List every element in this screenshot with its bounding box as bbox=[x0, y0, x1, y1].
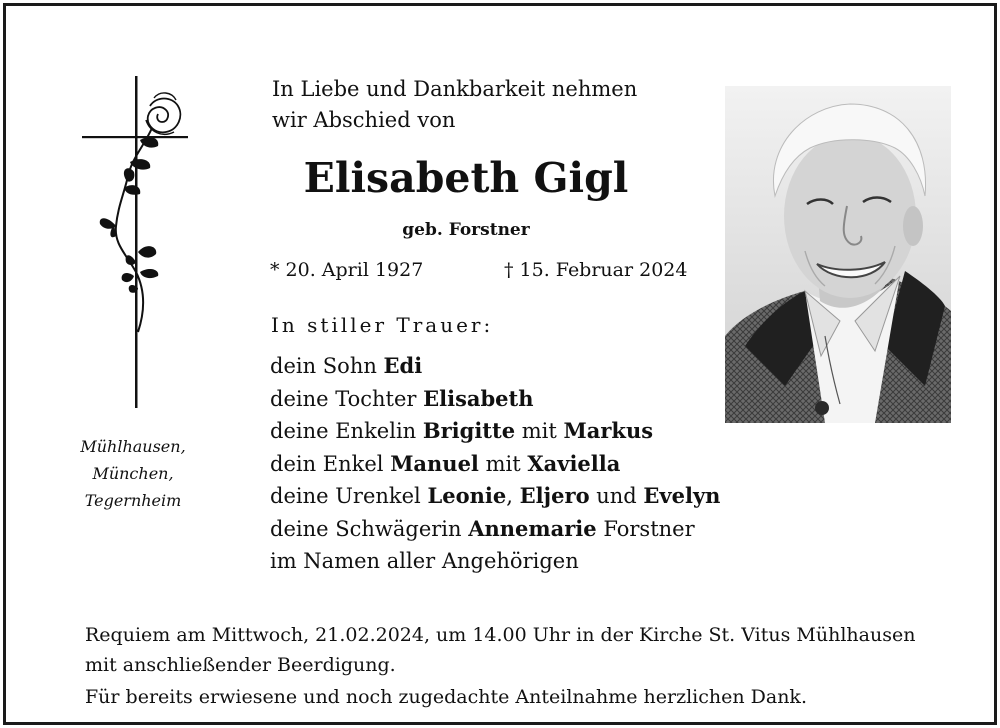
places-list bbox=[68, 433, 198, 514]
relative-row: dein Sohn Edi bbox=[270, 353, 423, 378]
requiem-info bbox=[85, 620, 915, 680]
requiem-line-1: Requiem am Mittwoch, 21.02.2024, um 14.00 Uhr in der Kirche St. Vitus Mühlhausen bbox=[85, 624, 916, 646]
relative-row: deine Schwägerin Annemarie Forstner bbox=[270, 515, 695, 541]
intro-text bbox=[272, 74, 637, 136]
cross-with-rose-icon bbox=[80, 76, 190, 412]
relative-row: dein Enkel Manuel mit Xaviella bbox=[270, 450, 621, 476]
intro-line-1: In Liebe und Dankbarkeit nehmen bbox=[272, 77, 638, 101]
place-1: Mühlhausen, bbox=[80, 437, 186, 456]
relative-row: deine Enkelin Brigitte mit Markus bbox=[270, 418, 654, 443]
relative-row: im Namen aller Angehörigen bbox=[270, 549, 579, 573]
thanks-text: Für bereits erwiesene und noch zugedachte Anteilnahme herzlichen Dank. bbox=[85, 686, 807, 708]
portrait-photo bbox=[725, 86, 951, 423]
intro-line-2: wir Abschied von bbox=[272, 108, 456, 132]
deceased-name: Elisabeth Gigl bbox=[303, 154, 629, 202]
obituary-frame bbox=[3, 3, 997, 725]
place-2: München, bbox=[92, 464, 174, 483]
requiem-line-2: mit anschließender Beerdigung. bbox=[85, 654, 396, 676]
place-3: Tegernheim bbox=[84, 491, 182, 510]
mourning-heading: In stiller Trauer: bbox=[271, 313, 494, 337]
relatives-list bbox=[270, 350, 720, 578]
death-date: † 15. Februar 2024 bbox=[504, 259, 688, 281]
relative-row: deine Tochter Elisabeth bbox=[270, 385, 534, 411]
maiden-name: geb. Forstner bbox=[402, 220, 530, 240]
relative-row: deine Urenkel Leonie, Eljero und Evelyn bbox=[270, 483, 721, 508]
birth-date: * 20. April 1927 bbox=[270, 259, 424, 281]
